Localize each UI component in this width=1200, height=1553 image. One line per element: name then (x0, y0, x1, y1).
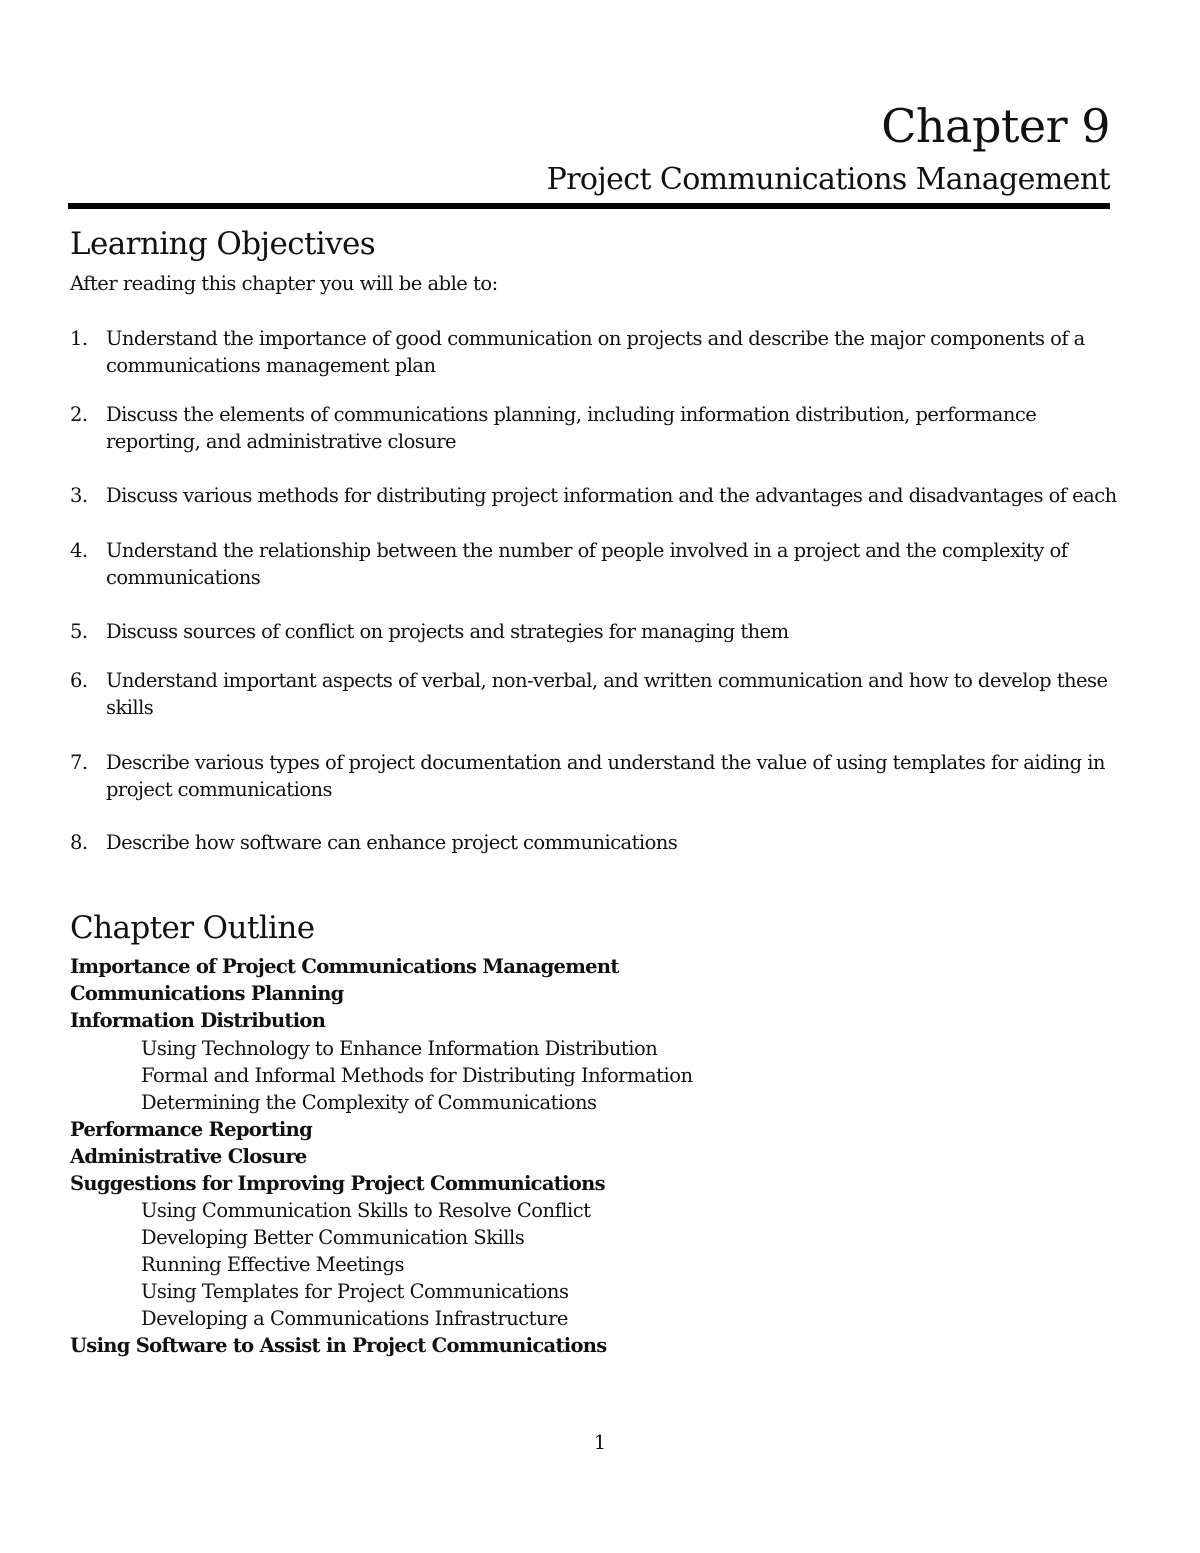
objective-text: Describe how software can enhance project communications (106, 831, 678, 854)
objective-item (70, 482, 1120, 509)
chapter-outline-heading: Chapter Outline (70, 910, 315, 946)
objective-item (70, 537, 1120, 591)
outline-subitem: Formal and Informal Methods for Distributing Information (141, 1064, 693, 1087)
objective-number: 6. (70, 669, 88, 692)
objective-item (70, 325, 1120, 379)
outline-subitem: Developing a Communications Infrastructure (141, 1307, 568, 1330)
objective-text: Discuss various methods for distributing project information and the advantages and disadvantages of each (106, 484, 1117, 507)
objective-number: 8. (70, 831, 88, 854)
outline-subitem: Using Communication Skills to Resolve Conflict (141, 1199, 591, 1222)
objective-number: 4. (70, 539, 88, 562)
objective-text: Describe various types of project documentation and understand the value of using templates for aiding in project communications (106, 751, 1105, 801)
objective-text: Discuss sources of conflict on projects and strategies for managing them (106, 620, 789, 643)
learning-objectives-heading: Learning Objectives (70, 226, 376, 262)
objective-text: Discuss the elements of communications planning, including information distribution, performance reporting, and administrative closure (106, 403, 1037, 453)
objective-item (70, 401, 1120, 455)
objective-number: 5. (70, 620, 88, 643)
objective-number: 2. (70, 403, 88, 426)
objective-number: 1. (70, 327, 88, 350)
objective-text: Understand the importance of good communication on projects and describe the major components of a communications management plan (106, 327, 1085, 377)
outline-item: Information Distribution (70, 1009, 326, 1032)
objective-text: Understand important aspects of verbal, non-verbal, and written communication and how to develop these skills (106, 669, 1108, 719)
objective-item (70, 749, 1120, 803)
outline-item: Importance of Project Communications Management (70, 955, 619, 978)
outline-subitem: Running Effective Meetings (141, 1253, 404, 1276)
outline-item: Suggestions for Improving Project Communications (70, 1172, 605, 1195)
objective-item (70, 829, 1120, 856)
outline-item: Performance Reporting (70, 1118, 313, 1141)
objective-item (70, 667, 1120, 721)
objective-item (70, 618, 1120, 645)
outline-subitem: Determining the Complexity of Communications (141, 1091, 597, 1114)
chapter-title: Project Communications Management (546, 162, 1110, 197)
objective-number: 7. (70, 751, 88, 774)
objective-number: 3. (70, 484, 88, 507)
learning-objectives-intro: After reading this chapter you will be able to: (70, 272, 498, 295)
outline-item: Communications Planning (70, 982, 344, 1005)
page-number: 1 (593, 1431, 607, 1454)
outline-item: Administrative Closure (70, 1145, 307, 1168)
outline-subitem: Developing Better Communication Skills (141, 1226, 525, 1249)
outline-subitem: Using Technology to Enhance Information Distribution (141, 1037, 658, 1060)
objective-text: Understand the relationship between the number of people involved in a project and the complexity of communications (106, 539, 1068, 589)
chapter-number: Chapter 9 (881, 99, 1110, 153)
outline-item: Using Software to Assist in Project Communications (70, 1334, 607, 1357)
header-rule (68, 203, 1110, 209)
outline-subitem: Using Templates for Project Communications (141, 1280, 569, 1303)
